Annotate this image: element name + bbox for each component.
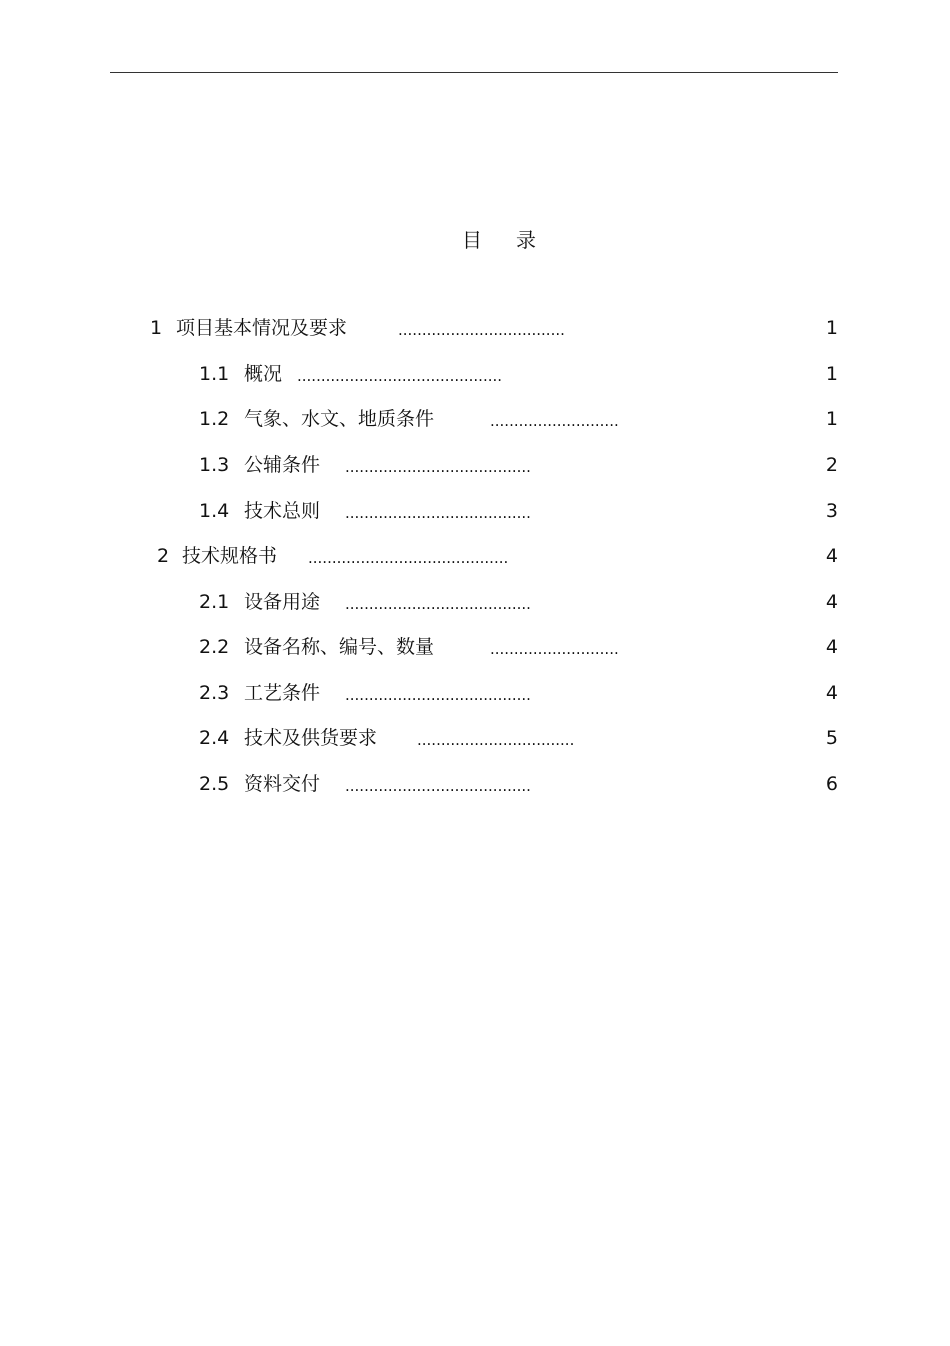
toc-entry[interactable] (0, 724, 950, 752)
toc-entry-number: 1.3 (199, 454, 230, 476)
toc-entry-leader: ........................... (490, 640, 619, 658)
toc-entry[interactable] (0, 405, 950, 433)
toc-entry-number: 1.2 (199, 408, 230, 430)
toc-entry-leader: ........................................... (297, 367, 503, 385)
toc-entry-label: 技术总则 (244, 500, 321, 522)
toc-entry-page: 2 (825, 454, 838, 476)
toc-entry-label: 气象、水文、地质条件 (244, 408, 435, 430)
toc-entry[interactable] (0, 633, 950, 661)
toc-entry-label: 资料交付 (244, 773, 321, 795)
header-rule (110, 72, 838, 73)
toc-title-char-1: 目 (462, 228, 482, 252)
toc-entry-page: 1 (825, 408, 838, 430)
toc-title-char-2: 录 (516, 228, 536, 252)
toc-entry-number: 1.4 (199, 500, 230, 522)
toc-entry-leader: ....................................... (345, 777, 531, 795)
toc-entry-leader: ................................. (417, 731, 575, 749)
toc-entry-label: 概况 (244, 363, 283, 385)
toc-entry-number: 1 (150, 317, 163, 339)
toc-entry-leader: ....................................... (345, 686, 531, 704)
toc-entry[interactable] (0, 360, 950, 388)
toc-entry-label: 设备用途 (244, 591, 321, 613)
toc-entry-number: 2 (157, 545, 170, 567)
toc-entry-leader: ........................... (490, 412, 619, 430)
toc-entry-page: 4 (825, 545, 838, 567)
toc-entry[interactable] (0, 679, 950, 707)
toc-entry-page: 4 (825, 682, 838, 704)
toc-entry-leader: .......................................... (308, 549, 509, 567)
toc-entry-number: 1.1 (199, 363, 230, 385)
toc-entry-leader: ....................................... (345, 504, 531, 522)
toc-entry-number: 2.1 (199, 591, 230, 613)
toc-entry-label: 工艺条件 (244, 682, 321, 704)
toc-entry-page: 5 (825, 727, 838, 749)
toc-entry[interactable] (0, 451, 950, 479)
toc-entry-label: 技术及供货要求 (244, 727, 378, 749)
toc-entry-leader: ....................................... (345, 458, 531, 476)
toc-entry-page: 1 (825, 317, 838, 339)
toc-entry-number: 2.5 (199, 773, 230, 795)
toc-entry-leader: ................................... (398, 321, 565, 339)
toc-entry[interactable] (0, 588, 950, 616)
toc-entry[interactable] (0, 542, 950, 570)
toc-entry-label: 项目基本情况及要求 (176, 317, 348, 339)
toc-entry-label: 公辅条件 (244, 454, 321, 476)
toc-entry-number: 2.4 (199, 727, 230, 749)
toc-entry[interactable] (0, 770, 950, 798)
toc-entry-page: 1 (825, 363, 838, 385)
toc-entry-label: 技术规格书 (182, 545, 278, 567)
toc-entry-label: 设备名称、编号、数量 (244, 636, 435, 658)
toc-entry-page: 4 (825, 636, 838, 658)
toc-title (0, 224, 950, 253)
toc-entry-page: 6 (825, 773, 838, 795)
toc-entry-number: 2.2 (199, 636, 230, 658)
toc-entry[interactable] (0, 497, 950, 525)
toc-entry-page: 4 (825, 591, 838, 613)
toc-entry-page: 3 (825, 500, 838, 522)
toc-entry-number: 2.3 (199, 682, 230, 704)
toc-entry-leader: ....................................... (345, 595, 531, 613)
toc-entry[interactable] (0, 314, 950, 342)
